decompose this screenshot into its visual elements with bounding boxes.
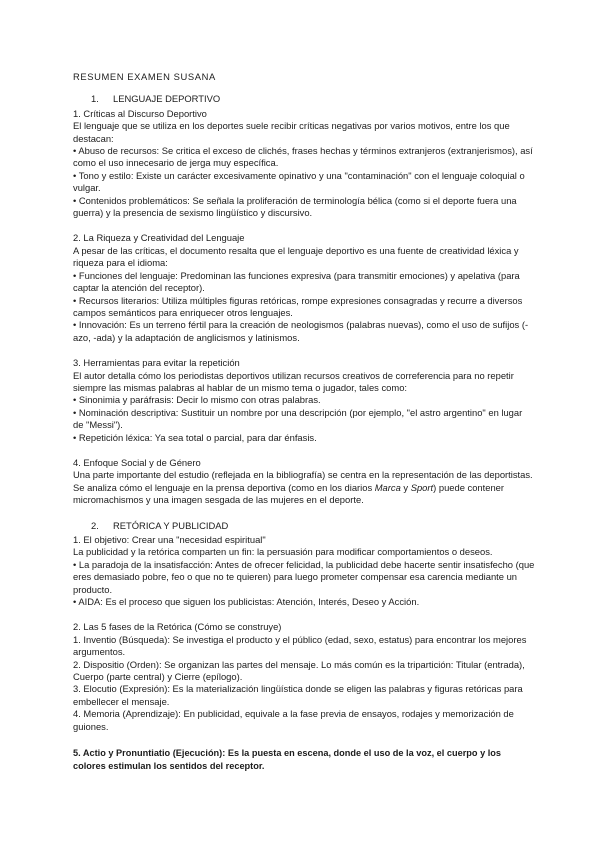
- bullet-item: • Sinonimia y paráfrasis: Decir lo mismo con otras palabras.: [73, 394, 321, 406]
- bullet-item: • Innovación: Es un terreno fértil para la creación de neologismos (palabras nuevas), como el uso de sufijos (-azo, -ada) y la adaptación de anglicismos y latinismos.: [73, 319, 529, 343]
- bullet-item: • Nominación descriptiva: Sustituir un nombre por una descripción (por ejemplo, "el astro argentino" en lugar de "Messi").: [73, 406, 523, 431]
- section-number: 2.: [91, 519, 99, 531]
- subsection-herramientas: [73, 357, 535, 444]
- paragraph: A pesar de las críticas, el documento resalta que el lenguaje deportivo es una fuente de creatividad léxica y riqueza para el idioma:: [73, 244, 519, 269]
- subsection-title: 2. La Riqueza y Creatividad del Lenguaje: [73, 232, 245, 244]
- closing-bold-paragraph: 5. Actio y Pronuntiatio (Ejecución): Es la puesta en escena, donde el uso de la voz, el cuerpo y los colores estimulan los sentidos del receptor.: [73, 748, 502, 771]
- paragraph: [73, 469, 535, 506]
- numbered-item: 4. Memoria (Aprendizaje): En publicidad, equivale a la fase previa de ensayos, rodajes y memorización de guiones.: [73, 708, 514, 732]
- paragraph: La publicidad y la retórica comparten un fin: la persuasión para modificar comportamientos o deseos.: [73, 546, 493, 558]
- subsection-title: 1. Críticas al Discurso Deportivo: [73, 107, 207, 119]
- section-number: 1.: [91, 93, 99, 105]
- bullet-item: • AIDA: Es el proceso que siguen los publicistas: Atención, Interés, Deseo y Acción.: [73, 596, 420, 608]
- paragraph: El autor detalla cómo los periodistas deportivos utilizan recursos creativos de correferencia para no repetir siempre las mismas palabras al hablar de un mismo tema o jugador, tales como:: [73, 369, 514, 393]
- paragraph: El lenguaje que se utiliza en los deportes suele recibir críticas negativas por varios motivos, entre los que destacan:: [73, 120, 510, 144]
- text-run: Una parte importante del estudio (reflejada en la bibliografía) se centra en la representación de las deportistas. Se analiza cómo el lenguaje en la prensa deportiva (como en los diarios: [73, 469, 533, 493]
- bullet-item: • Funciones del lenguaje: Predominan las funciones expresiva (para transmitir emociones) y apelativa (para captar la atención del receptor).: [73, 269, 520, 294]
- section-heading-lenguaje-deportivo: [91, 93, 535, 105]
- document-body: [73, 71, 535, 772]
- subsection-title: 3. Herramientas para evitar la repetición: [73, 357, 240, 369]
- newspaper-name: Sport: [410, 481, 434, 493]
- subsection-title: 1. El objetivo: Crear una "necesidad espiritual": [73, 534, 266, 545]
- subsection-objetivo: [73, 534, 535, 608]
- subsection-riqueza: [73, 232, 535, 344]
- subsection-enfoque-social: [73, 457, 535, 507]
- numbered-item: 1. Inventio (Búsqueda): Se investiga el producto y el público (edad, sexo, estatus) para encontrar los mejores argumentos.: [73, 633, 527, 658]
- text-run: y: [400, 481, 411, 493]
- bullet-item: • Recursos literarios: Utiliza múltiples figuras retóricas, rompe expresiones consagradas y recurre a diversos campos semánticos para enriquecer otros lenguajes.: [73, 294, 523, 318]
- subsection-title: 2. Las 5 fases de la Retórica (Cómo se construye): [73, 621, 282, 633]
- text-run: ) puede contener micromachismos y una imagen sesgada de las mujeres en el deporte.: [73, 481, 505, 506]
- document-title: RESUMEN EXAMEN SUSANA: [73, 71, 216, 82]
- section-title: LENGUAJE DEPORTIVO: [113, 93, 221, 105]
- newspaper-name: Marca: [374, 481, 401, 493]
- bullet-item: • Tono y estilo: Existe un carácter excesivamente opinativo y una "contaminación" con el lenguaje coloquial o vulgar.: [73, 169, 525, 194]
- bullet-item: • Contenidos problemáticos: Se señala la proliferación de terminología bélica (como si el deporte fuera una guerra) y la presencia de sexismo lingüístico y discursivo.: [73, 194, 517, 219]
- bullet-item: • Abuso de recursos: Se critica el exceso de clichés, frases hechas y términos extranjeros (extranjerismos), así como el uso innecesario de jerga muy específica.: [73, 145, 533, 169]
- subsection-title: 4. Enfoque Social y de Género: [73, 456, 201, 468]
- section-heading-retorica-publicidad: [91, 520, 535, 532]
- subsection-fases-retorica: [73, 621, 535, 733]
- subsection-criticas: [73, 108, 535, 220]
- numbered-item: 3. Elocutio (Expresión): Es la materialización lingüística donde se eligen las palabras y figuras retóricas para embellecer el mensaje.: [73, 683, 523, 707]
- numbered-item: 2. Dispositio (Orden): Se organizan las partes del mensaje. Lo más común es la tripartición: Titular (entrada), Cuerpo (parte central) y Cierre (epílogo).: [73, 658, 525, 683]
- bullet-item: • Repetición léxica: Ya sea total o parcial, para dar énfasis.: [73, 431, 317, 443]
- section-title: RETÓRICA Y PUBLICIDAD: [113, 519, 229, 531]
- bullet-item: • La paradoja de la insatisfacción: Antes de ofrecer felicidad, la publicidad debe hacerte sentir insatisfecho (que eres demasiado pobre, feo o que no te quieren) para luego prometer compensar esa carencia mediante un producto.: [73, 558, 535, 595]
